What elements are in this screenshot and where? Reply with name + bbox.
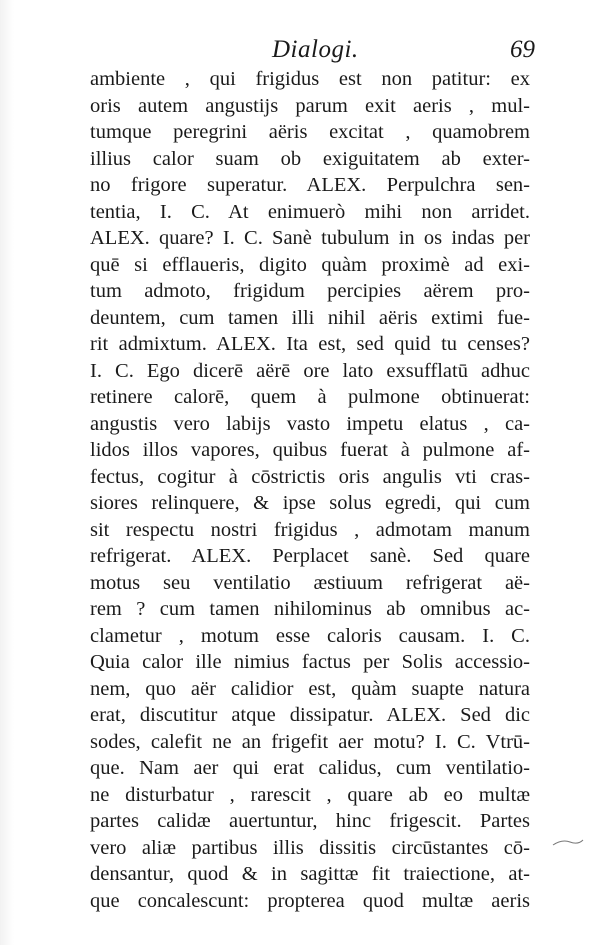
text-line: siores relinquere, & ipse solus egredi, qui cum <box>90 492 530 514</box>
body-text <box>90 66 530 914</box>
text-line: tumque peregrini aëris excitat , quamobrem <box>90 121 530 143</box>
text-line: rit admixtum. ALEX. Ita est, sed quid tu censes? <box>90 333 530 355</box>
running-title: Dialogi. <box>272 36 359 63</box>
text-line: lidos illos vapores, quibus fuerat à pulmone af- <box>90 439 530 461</box>
text-line: tum admoto, frigidum percipies aërem pro- <box>90 280 530 302</box>
text-line: nem, quo aër calidior est, quàm suapte natura <box>90 677 530 700</box>
text-line: partes calidæ auertuntur, hinc frigescit. Partes <box>90 810 530 832</box>
text-line: I. C. Ego dicerē aërē ore lato exsufflatū adhuc <box>90 359 530 382</box>
text-line: quē si efflaueris, digito quàm proximè ad exi- <box>90 253 530 276</box>
text-line: clametur , motum esse caloris causam. I. C. <box>90 624 530 647</box>
text-line: refrigerat. ALEX. Perplacet sanè. Sed quare <box>90 545 530 567</box>
text-line: Quia calor ille nimius factus per Solis accessio- <box>90 651 530 673</box>
text-line: vero aliæ partibus illis dissitis circūstantes cō- <box>90 836 530 859</box>
text-line: illius calor suam ob exiguitatem ab exter- <box>90 147 530 170</box>
text-line: que. Nam aer qui erat calidus, cum ventilatio- <box>90 757 530 779</box>
text-line: tentia, I. C. At enimuerò mihi non arridet. <box>90 200 530 223</box>
text-line: fectus, cogitur à cōstrictis oris angulis vti cras- <box>90 465 530 488</box>
text-line: no frigore superatur. ALEX. Perpulchra sen- <box>90 174 530 196</box>
text-line: retinere calorē, quem à pulmone obtinuerat: <box>90 386 530 408</box>
text-line: erat, discutitur atque dissipatur. ALEX. Sed dic <box>90 704 530 726</box>
text-line: ne disturbatur , rarescit , quare ab eo multæ <box>90 783 530 806</box>
text-line: densantur, quod & in sagittæ fit traiectione, at- <box>90 863 530 885</box>
text-line: deuntem, cum tamen illi nihil aëris extimi fue- <box>90 306 530 329</box>
text-line: oris autem angustijs parum exit aeris , mul- <box>90 94 530 117</box>
text-line: rem ? cum tamen nihilominus ab omnibus ac- <box>90 598 530 620</box>
text-line: que concalescunt: propterea quod multæ aeris <box>90 889 530 912</box>
text-line: motus seu ventilatio æstiuum refrigerat aë- <box>90 571 530 594</box>
page-number: 69 <box>510 36 535 63</box>
text-line: angustis vero labijs vasto impetu elatus , ca- <box>90 412 530 435</box>
text-line: sodes, calefit ne an frigefit aer motu? I. C. Vtrū- <box>90 730 530 753</box>
text-line: ambiente , qui frigidus est non patitur: ex <box>90 68 530 90</box>
margin-pen-mark <box>552 836 584 848</box>
text-line: ALEX. quare? I. C. Sanè tubulum in os indas per <box>90 227 530 249</box>
running-head <box>90 34 535 68</box>
text-line: sit respectu nostri frigidus , admotam manum <box>90 518 530 541</box>
page-gutter-shadow <box>0 0 14 945</box>
